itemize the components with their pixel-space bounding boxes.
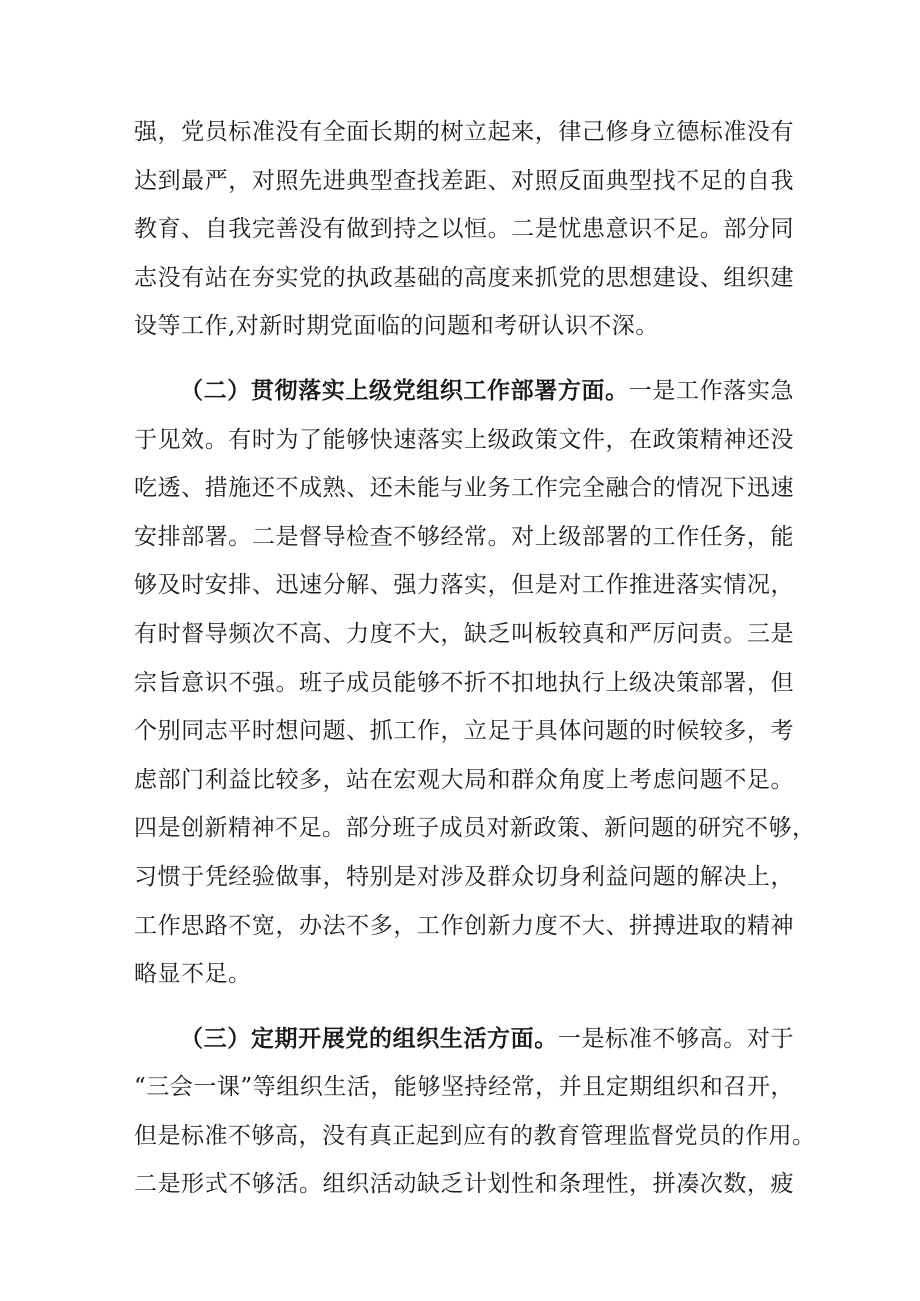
text-line: 安排部署。二是督导检查不够经常。对上级部署的工作任务，能 xyxy=(134,523,794,550)
text-line xyxy=(134,1015,794,1064)
text-line: 吃透、措施还不成熟、还未能与业务工作完全融合的情况下迅速 xyxy=(134,475,794,502)
text-line: 但是标准不够高，没有真正起到应有的教育管理监督党员的作用。 xyxy=(134,1122,816,1149)
text-line: 习惯于凭经验做事，特别是对涉及群众切身利益问题的解决上， xyxy=(134,863,794,890)
text-line: 设等工作,对新时期党面临的问题和考研认识不深。 xyxy=(134,313,659,340)
text-line: 略显不足。 xyxy=(134,961,252,988)
text-line: 于见效。有时为了能够快速落实上级政策文件，在政策精神还没 xyxy=(134,426,794,453)
text-line: “三会一课”等组织生活，能够坚持经常，并且定期组织和召开， xyxy=(134,1074,794,1101)
section-heading: （三）定期开展党的组织生活方面。 xyxy=(180,1024,558,1052)
text-line: 够及时安排、迅速分解、强力落实，但是对工作推进落实情况， xyxy=(134,572,794,599)
paragraph-section-2 xyxy=(134,367,816,999)
text-line: 四是创新精神不足。部分班子成员对新政策、新问题的研究不够， xyxy=(134,815,816,842)
text-line: 志没有站在夯实党的执政基础的高度来抓党的思想建设、组织建 xyxy=(134,264,794,291)
text-line: 二是形式不够活。组织活动缺乏计划性和条理性，拼凑次数，疲 xyxy=(134,1171,794,1198)
text-line: 虑部门利益比较多，站在宏观大局和群众角度上考虑问题不足。 xyxy=(134,766,794,793)
text-line: 有时督导频次不高、力度不大，缺乏叫板较真和严厉问责。三是 xyxy=(134,620,794,647)
heading-trailing-text: 一是标准不够高。对于 xyxy=(557,1025,795,1052)
paragraph-section-3 xyxy=(134,1015,816,1209)
section-heading: （二）贯彻落实上级党组织工作部署方面。 xyxy=(180,376,629,404)
heading-trailing-text: 一是工作落实急 xyxy=(628,377,795,404)
text-line: 工作思路不宽，办法不多，工作创新力度不大、拼搏进取的精神 xyxy=(134,912,794,939)
text-line: 强，党员标准没有全面长期的树立起来，律己修身立德标准没有 xyxy=(134,119,794,145)
text-line: 达到最严，对照先进典型查找差距、对照反面典型找不足的自我 xyxy=(134,167,794,194)
text-line xyxy=(134,367,794,416)
text-line: 宗旨意识不强。班子成员能够不折不扣地执行上级决策部署，但 xyxy=(134,669,794,696)
document-page xyxy=(134,108,816,1209)
text-line: 教育、自我完善没有做到持之以恒。二是忧患意识不足。部分同 xyxy=(134,216,794,243)
text-line: 个别同志平时想问题、抓工作，立足于具体问题的时候较多，考 xyxy=(134,718,794,745)
paragraph-continuation xyxy=(134,108,794,351)
